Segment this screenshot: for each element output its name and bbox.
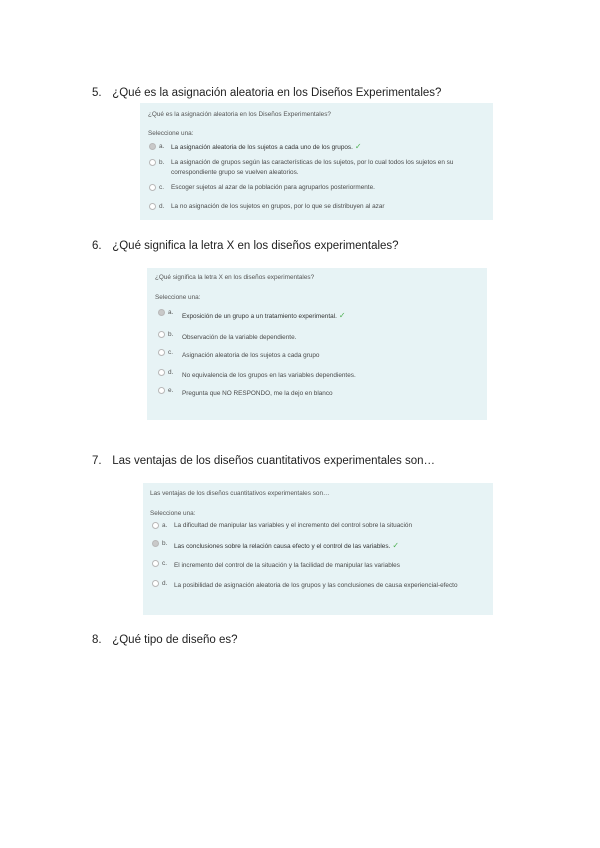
radio-button[interactable] xyxy=(152,580,159,587)
question-number: 5. xyxy=(92,87,102,99)
option-text: La asignación aleatoria de los sujetos a cada uno de los grupos. xyxy=(171,144,353,151)
option-text: La dificultad de manipular las variables y el incremento del control sobre la situación xyxy=(174,522,413,529)
question-title: ¿Qué significa la letra X en los diseños experimentales? xyxy=(112,240,399,252)
option-letter: c. xyxy=(168,349,173,356)
option-letter: d. xyxy=(162,580,168,587)
radio-button[interactable] xyxy=(149,159,156,166)
card-question-text: ¿Qué significa la letra X en los diseños experimentales? xyxy=(155,274,315,281)
option-letter: c. xyxy=(162,560,167,567)
option-text: Asignación aleatoria de los sujetos a cada grupo xyxy=(182,352,320,359)
radio-button[interactable] xyxy=(149,203,156,210)
option-letter: b. xyxy=(168,331,174,338)
option-letter: e. xyxy=(168,387,174,394)
option-b[interactable] xyxy=(158,330,478,342)
radio-button[interactable] xyxy=(152,540,159,547)
option-b[interactable] xyxy=(152,539,487,551)
option-text: Exposición de un grupo a un tratamiento experimental. xyxy=(182,313,337,320)
radio-button[interactable] xyxy=(152,560,159,567)
select-label: Seleccione una: xyxy=(150,510,196,517)
option-text: Observación de la variable dependiente. xyxy=(182,334,297,341)
radio-button[interactable] xyxy=(158,331,165,338)
option-text: Escoger sujetos al azar de la población para agruparlos posteriormente. xyxy=(171,184,375,191)
radio-button[interactable] xyxy=(158,369,165,376)
question-5-heading xyxy=(92,87,441,99)
option-a[interactable] xyxy=(149,142,489,152)
radio-button[interactable] xyxy=(158,309,165,316)
option-b[interactable] xyxy=(149,158,489,178)
question-7-heading xyxy=(92,455,435,467)
question-8-heading xyxy=(92,634,238,646)
option-c[interactable] xyxy=(158,348,478,360)
option-letter: d. xyxy=(159,203,165,210)
option-letter: a. xyxy=(168,309,174,316)
option-letter: a. xyxy=(162,522,168,529)
option-d[interactable] xyxy=(149,202,489,212)
checkmark-icon: ✓ xyxy=(392,541,400,550)
question-title: Las ventajas de los diseños cuantitativos experimentales son… xyxy=(112,455,436,467)
question-5-card xyxy=(140,103,493,220)
question-7-card xyxy=(143,483,493,615)
select-label: Seleccione una: xyxy=(148,130,194,137)
option-letter: c. xyxy=(159,184,164,191)
question-6-heading xyxy=(92,240,399,252)
radio-button[interactable] xyxy=(149,184,156,191)
option-text: No equivalencia de los grupos en las variables dependientes. xyxy=(182,372,356,379)
option-e[interactable] xyxy=(158,386,478,398)
option-c[interactable] xyxy=(149,183,489,193)
option-text: Pregunta que NO RESPONDO, me la dejo en blanco xyxy=(182,390,333,397)
checkmark-icon: ✓ xyxy=(338,311,346,320)
option-d[interactable] xyxy=(152,579,487,601)
question-number: 6. xyxy=(92,240,102,252)
option-c[interactable] xyxy=(152,559,487,571)
option-d[interactable] xyxy=(158,368,478,380)
card-question-text: Las ventajas de los diseños cuantitativos experimentales son… xyxy=(150,490,330,497)
checkmark-icon: ✓ xyxy=(354,142,362,151)
option-text: La no asignación de los sujetos en grupos, por lo que se distribuyen al azar xyxy=(171,203,385,210)
option-letter: a. xyxy=(159,143,165,150)
radio-button[interactable] xyxy=(158,387,165,394)
card-question-text: ¿Qué es la asignación aleatoria en los Diseños Experimentales? xyxy=(148,111,331,118)
question-6-card xyxy=(147,268,487,420)
radio-button[interactable] xyxy=(158,349,165,356)
radio-button[interactable] xyxy=(152,522,159,529)
question-title: ¿Qué es la asignación aleatoria en los Diseños Experimentales? xyxy=(112,87,442,99)
option-a[interactable] xyxy=(158,308,478,320)
question-number: 8. xyxy=(92,634,102,646)
radio-button[interactable] xyxy=(149,143,156,150)
option-text: La asignación de grupos según las características de los sujetos, por lo cual todos los sujetos en su correspondiente grupo se vuelven aleatorios. xyxy=(171,159,454,176)
option-text: Las conclusiones sobre la relación causa efecto y el control de las variables. xyxy=(174,543,391,550)
question-number: 7. xyxy=(92,455,102,467)
option-text: La posibilidad de asignación aleatoria de los grupos y las conclusiones de causa experiencial-efecto xyxy=(174,582,458,589)
option-letter: d. xyxy=(168,369,174,376)
option-letter: b. xyxy=(159,159,165,166)
option-a[interactable] xyxy=(152,521,487,531)
question-title: ¿Qué tipo de diseño es? xyxy=(112,634,238,646)
select-label: Seleccione una: xyxy=(155,294,201,301)
option-letter: b. xyxy=(162,540,168,547)
option-text: El incremento del control de la situación y la facilidad de manipular las variables xyxy=(174,562,400,569)
